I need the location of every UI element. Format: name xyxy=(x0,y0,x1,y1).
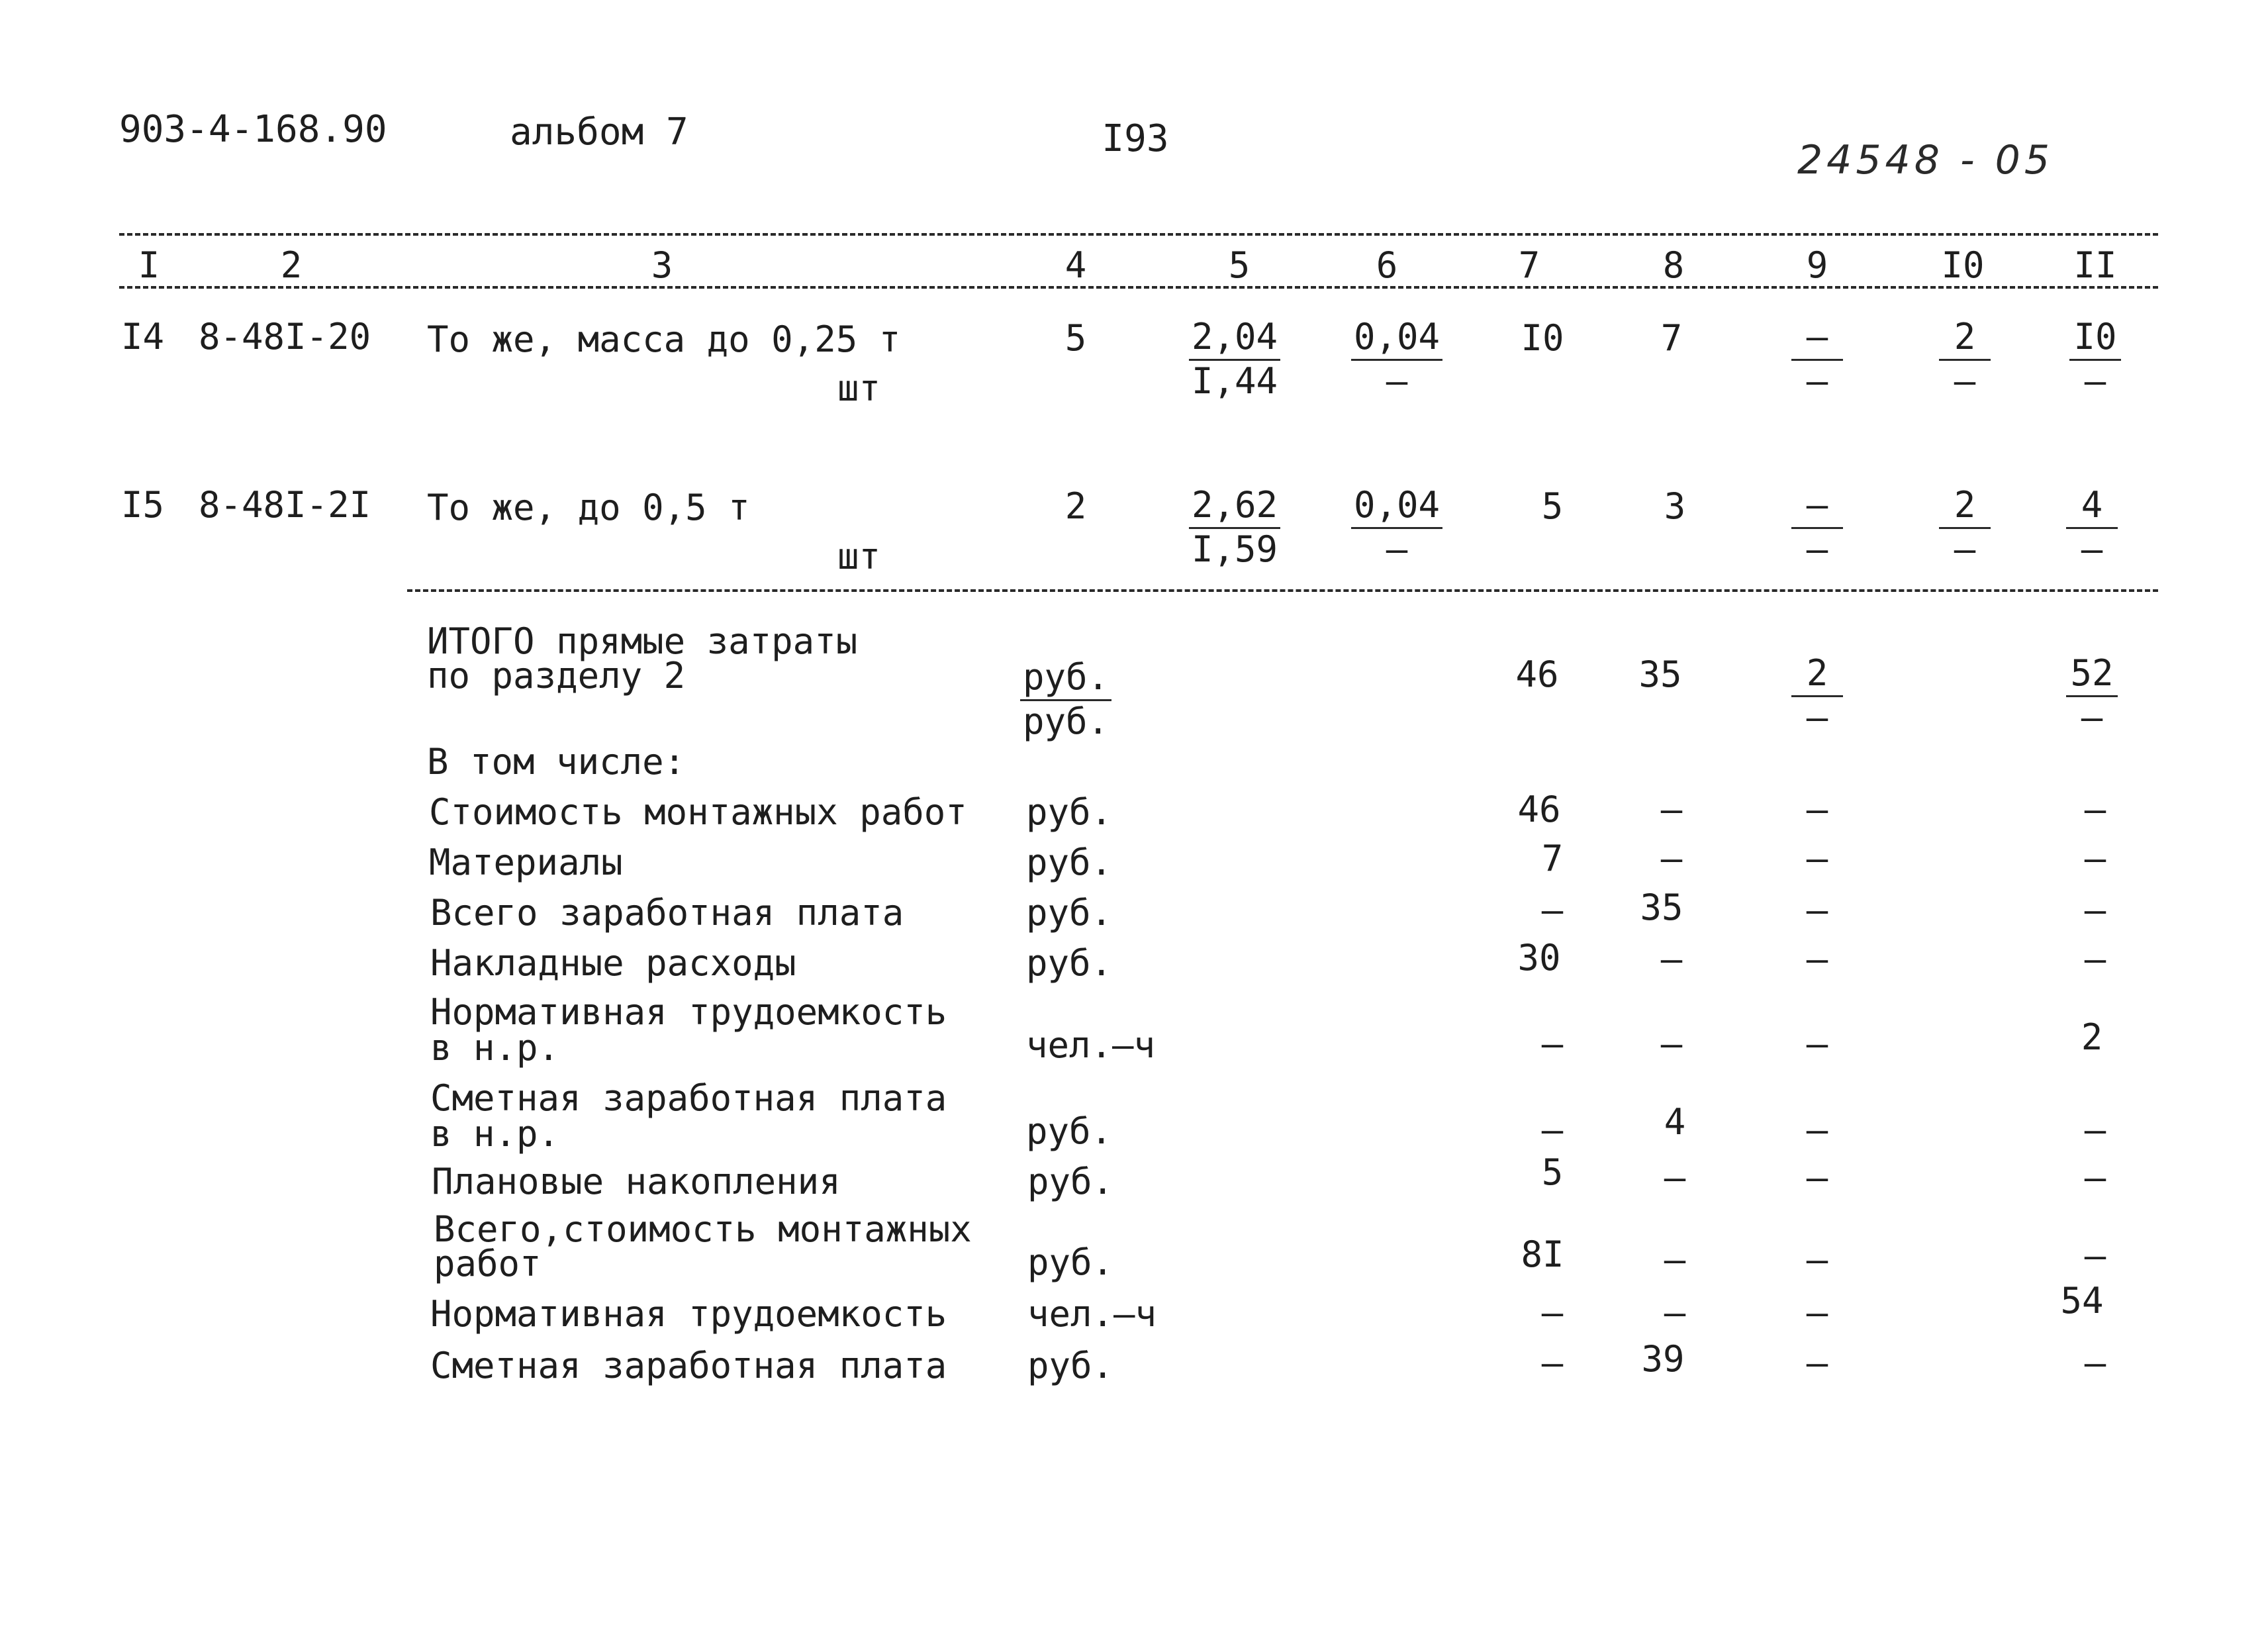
row-unit: шт xyxy=(837,536,880,577)
breakdown-label: Плановые накопления xyxy=(432,1161,841,1202)
breakdown-col7: – xyxy=(1541,1109,1564,1151)
breakdown-col11: 54 xyxy=(2060,1280,2104,1322)
col11-value: 4 xyxy=(2066,487,2118,529)
column-header-5: 5 xyxy=(1228,244,1251,286)
totals-label-line2: по разделу 2 xyxy=(427,655,686,697)
breakdown-col8: 35 xyxy=(1640,887,1683,928)
col10-fraction xyxy=(1939,316,1991,402)
breakdown-col7: 5 xyxy=(1541,1151,1564,1193)
breakdown-label-line2: работ xyxy=(434,1243,542,1284)
column-header-11: II xyxy=(2073,244,2117,286)
breakdown-unit: руб. xyxy=(1026,1110,1113,1152)
totals-subunit: руб. xyxy=(1022,700,1110,742)
col6-value: 0,04 xyxy=(1351,319,1442,361)
col11-value: I0 xyxy=(2069,319,2121,361)
breakdown-label: Нормативная трудоемкость xyxy=(430,1293,947,1335)
totals-col9-sub: – xyxy=(1806,697,1828,738)
col11-subvalue: – xyxy=(2084,360,2106,402)
col9-subvalue: – xyxy=(1806,528,1828,570)
row-unit: шт xyxy=(837,367,880,409)
col9-fraction xyxy=(1791,316,1843,402)
breakdown-col8: 4 xyxy=(1664,1101,1686,1143)
row-quantity: 2 xyxy=(1064,485,1087,527)
col5-value: 2,04 xyxy=(1189,319,1280,361)
row-description: То же, масса до 0,25 т xyxy=(427,318,901,360)
breakdown-label: Нормативная трудоемкость xyxy=(430,991,947,1033)
breakdown-col8: – xyxy=(1664,1292,1686,1333)
column-header-1: I xyxy=(138,244,160,286)
col10-fraction xyxy=(1939,484,1991,570)
handwritten-code: 24548 - 05 xyxy=(1797,137,2054,183)
col5-value: 2,62 xyxy=(1189,487,1280,529)
breakdown-col8: – xyxy=(1660,789,1683,830)
totals-col9: 2 xyxy=(1791,655,1843,697)
col5-subvalue: I,59 xyxy=(1191,528,1278,570)
totals-col9-fraction xyxy=(1791,652,1843,738)
breakdown-unit: руб. xyxy=(1026,892,1113,934)
totals-col11: 52 xyxy=(2066,655,2118,697)
breakdown-col9: – xyxy=(1806,938,1828,980)
col11-subvalue: – xyxy=(2081,528,2103,570)
breakdown-col11: 2 xyxy=(2081,1016,2103,1058)
col6-value: 0,04 xyxy=(1351,487,1442,529)
breakdown-col9: – xyxy=(1806,1157,1828,1198)
breakdown-col9: – xyxy=(1806,889,1828,931)
breakdown-col7: 7 xyxy=(1541,838,1564,879)
column-header-2: 2 xyxy=(280,244,303,286)
col6-subvalue: – xyxy=(1386,360,1408,402)
breakdown-col9: – xyxy=(1806,1239,1828,1280)
breakdown-unit: чел.–ч xyxy=(1027,1293,1157,1335)
breakdown-col7: – xyxy=(1541,1023,1564,1065)
breakdown-label: Сметная заработная плата xyxy=(430,1345,947,1386)
breakdown-label: Всего,стоимость монтажных xyxy=(434,1208,972,1250)
row-quantity: 5 xyxy=(1064,317,1087,359)
breakdown-col8: – xyxy=(1660,838,1683,879)
totals-col8: 35 xyxy=(1638,653,1682,695)
breakdown-col11: – xyxy=(2084,1157,2106,1198)
col10-value: 2 xyxy=(1939,319,1991,361)
col7-value: 5 xyxy=(1541,485,1564,527)
breakdown-col8: – xyxy=(1660,1023,1683,1065)
row-code: 8-48I-2I xyxy=(199,484,371,526)
breakdown-label: Материалы xyxy=(429,842,623,883)
document-code: 903-4-168.90 xyxy=(119,108,387,151)
col5-subvalue: I,44 xyxy=(1191,360,1278,402)
breakdown-col9: – xyxy=(1806,1109,1828,1151)
row-code: 8-48I-20 xyxy=(199,316,371,358)
breakdown-unit: руб. xyxy=(1026,842,1113,883)
row-number: I4 xyxy=(121,316,165,358)
column-header-6: 6 xyxy=(1376,244,1398,286)
col10-value: 2 xyxy=(1939,487,1991,529)
col10-subvalue: – xyxy=(1954,360,1976,402)
col6-subvalue: – xyxy=(1386,528,1408,570)
col6-fraction xyxy=(1351,484,1442,570)
breakdown-col11: – xyxy=(2084,1235,2106,1277)
col8-value: 3 xyxy=(1664,485,1686,527)
col9-fraction xyxy=(1791,484,1843,570)
breakdown-unit: руб. xyxy=(1027,1241,1114,1283)
breakdown-unit: руб. xyxy=(1026,791,1113,833)
breakdown-col9: – xyxy=(1806,1342,1828,1384)
breakdown-col7: 8I xyxy=(1521,1233,1564,1275)
col7-value: I0 xyxy=(1521,317,1564,359)
breakdown-col11: – xyxy=(2084,838,2106,879)
row-description: То же, до 0,5 т xyxy=(427,487,750,528)
table-top-rule xyxy=(119,233,2158,236)
column-header-7: 7 xyxy=(1518,244,1540,286)
breakdown-label: Стоимость монтажных работ xyxy=(429,791,967,833)
breakdown-col9: – xyxy=(1806,789,1828,830)
breakdown-col7: – xyxy=(1541,889,1564,931)
col11-fraction xyxy=(2066,484,2118,570)
column-header-10: I0 xyxy=(1941,244,1985,286)
breakdown-label-line2: в н.р. xyxy=(430,1027,560,1069)
col9-value: – xyxy=(1791,319,1843,361)
breakdown-col8: – xyxy=(1664,1239,1686,1280)
breakdown-label: Накладные расходы xyxy=(430,942,796,984)
breakdown-col7: – xyxy=(1541,1292,1564,1333)
album-label: альбом 7 xyxy=(510,111,688,154)
col5-fraction xyxy=(1189,484,1280,570)
breakdown-col7: 30 xyxy=(1517,937,1561,979)
breakdown-col11: – xyxy=(2084,789,2106,830)
breakdown-col8: – xyxy=(1664,1157,1686,1198)
breakdown-unit: руб. xyxy=(1027,1161,1114,1202)
breakdown-unit: руб. xyxy=(1027,1345,1114,1386)
breakdown-label: Всего заработная плата xyxy=(430,892,904,934)
breakdown-col9: – xyxy=(1806,838,1828,879)
section-separator-rule xyxy=(407,589,2158,592)
breakdown-col11: – xyxy=(2084,938,2106,980)
header-bottom-rule xyxy=(119,286,2158,289)
totals-col11-fraction xyxy=(2066,652,2118,738)
totals-unit-fraction xyxy=(1020,656,1111,742)
col8-value: 7 xyxy=(1660,317,1683,359)
breakdown-col9: – xyxy=(1806,1292,1828,1333)
including-label: В том числе: xyxy=(427,741,686,783)
breakdown-col7: – xyxy=(1541,1342,1564,1384)
totals-label-line1: ИТОГО прямые затраты xyxy=(427,620,858,662)
page-number: I93 xyxy=(1102,117,1169,160)
breakdown-col11: – xyxy=(2084,1109,2106,1151)
row-number: I5 xyxy=(121,484,165,526)
totals-unit: руб. xyxy=(1020,659,1111,701)
breakdown-unit: чел.–ч xyxy=(1026,1024,1156,1066)
col6-fraction xyxy=(1351,316,1442,402)
breakdown-col8: 39 xyxy=(1641,1338,1685,1380)
breakdown-col7: 46 xyxy=(1517,789,1561,830)
breakdown-unit: руб. xyxy=(1026,942,1113,984)
breakdown-col8: – xyxy=(1660,938,1683,980)
breakdown-col11: – xyxy=(2084,1342,2106,1384)
breakdown-label-line2: в н.р. xyxy=(430,1113,560,1155)
column-header-8: 8 xyxy=(1662,244,1685,286)
breakdown-label: Сметная заработная плата xyxy=(430,1077,947,1119)
column-header-3: 3 xyxy=(651,244,673,286)
breakdown-col11: – xyxy=(2084,889,2106,931)
column-header-4: 4 xyxy=(1064,244,1087,286)
col5-fraction xyxy=(1189,316,1280,402)
col11-fraction xyxy=(2069,316,2121,402)
col9-subvalue: – xyxy=(1806,360,1828,402)
col10-subvalue: – xyxy=(1954,528,1976,570)
totals-col11-sub: – xyxy=(2081,697,2103,738)
col9-value: – xyxy=(1791,487,1843,529)
totals-col7: 46 xyxy=(1515,653,1559,695)
column-header-9: 9 xyxy=(1806,244,1828,286)
breakdown-col9: – xyxy=(1806,1023,1828,1065)
